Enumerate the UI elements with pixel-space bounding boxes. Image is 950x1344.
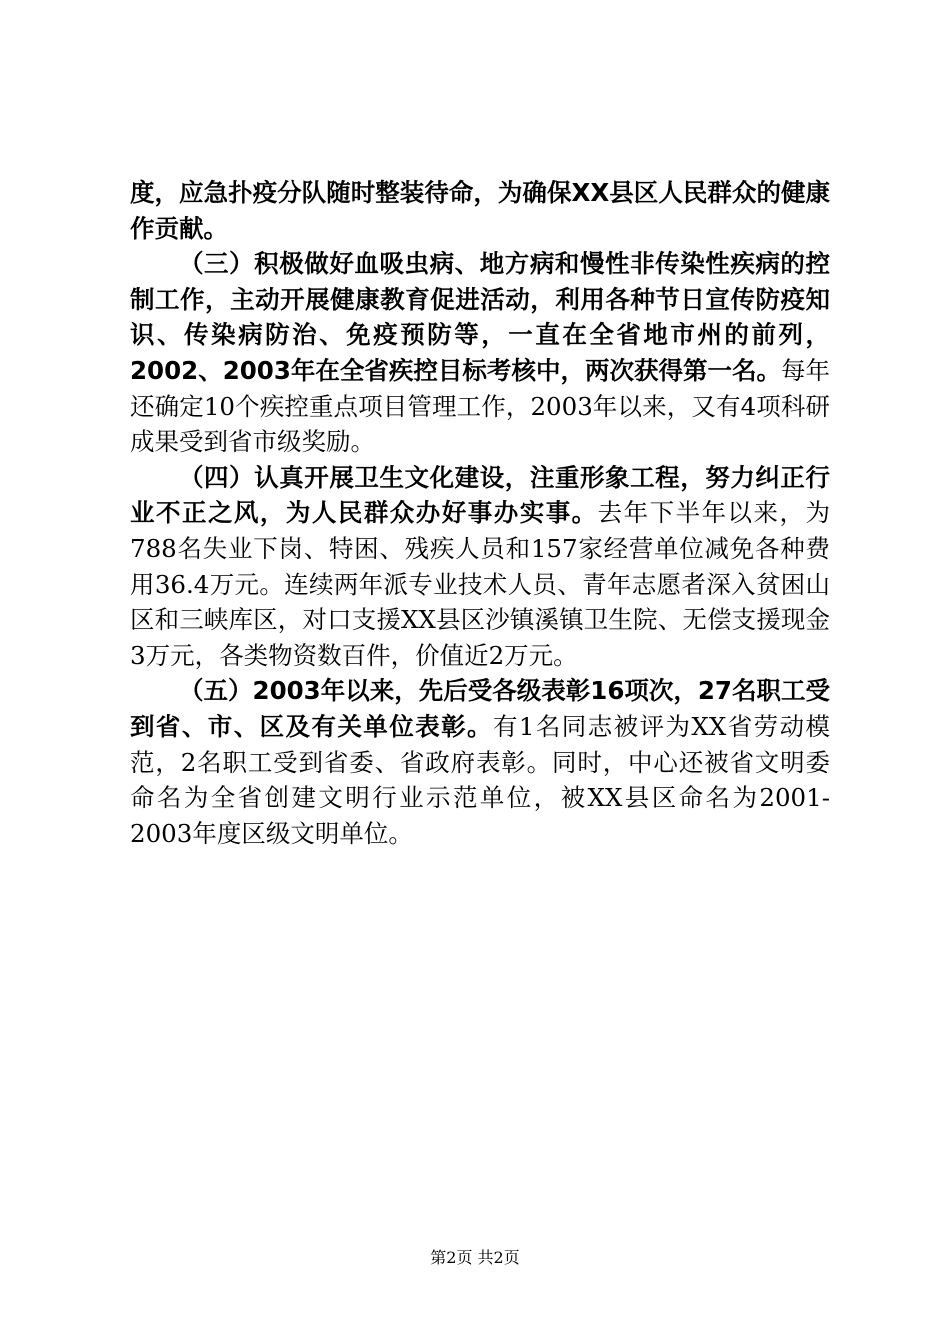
paragraph-bold-text: 度，应急扑疫分队随时整装待命，为确保XX县区人民群众的健康作贡献。	[130, 178, 830, 243]
paragraph-section-3	[130, 247, 830, 461]
paragraph-continuation	[130, 176, 830, 247]
paragraph-bold-text: （三）积极做好血吸虫病、地方病和慢性非传染性疾病的控制工作，主动开展健康教育促进活动，利用各种节日宣传防疫知识、传染病防治、免疫预防等，一直在全省地市州的前列，2002、2003年在全省疾控目标考核中，两次获得第一名。	[130, 249, 830, 385]
paragraph-normal-text: 有1名同志被评为XX省劳动模范，2名职工受到省委、省政府表彰。同时，中心还被省文明委命名为全省创建文明行业示范单位，被XX县区命名为2001-2003年度区级文明单位。	[130, 711, 830, 848]
page-number: 第2页 共2页	[430, 1248, 520, 1267]
paragraph-normal-text: 去年下半年以来，为788名失业下岗、特困、残疾人员和157家经营单位减免各种费用36.4万元。连续两年派专业技术人员、青年志愿者深入贫困山区和三峡库区，对口支援XX县区沙镇溪镇卫生院、无偿支援现金3万元，各类物资数百件，价值近2万元。	[130, 498, 831, 670]
page-footer	[0, 1248, 950, 1268]
paragraph-bold-text: （五）2003年以来，先后受各级表彰16项次，27名职工受到省、市、区及有关单位表彰。	[130, 676, 830, 741]
paragraph-normal-text: 每年还确定10个疾控重点项目管理工作，2003年以来，又有4项科研成果受到省市级奖励。	[130, 355, 831, 457]
paragraph-section-4	[130, 461, 830, 675]
document-body	[130, 176, 830, 852]
paragraph-bold-text: （四）认真开展卫生文化建设，注重形象工程，努力纠正行业不正之风，为人民群众办好事办实事。	[130, 462, 830, 528]
paragraph-section-5	[130, 674, 830, 852]
